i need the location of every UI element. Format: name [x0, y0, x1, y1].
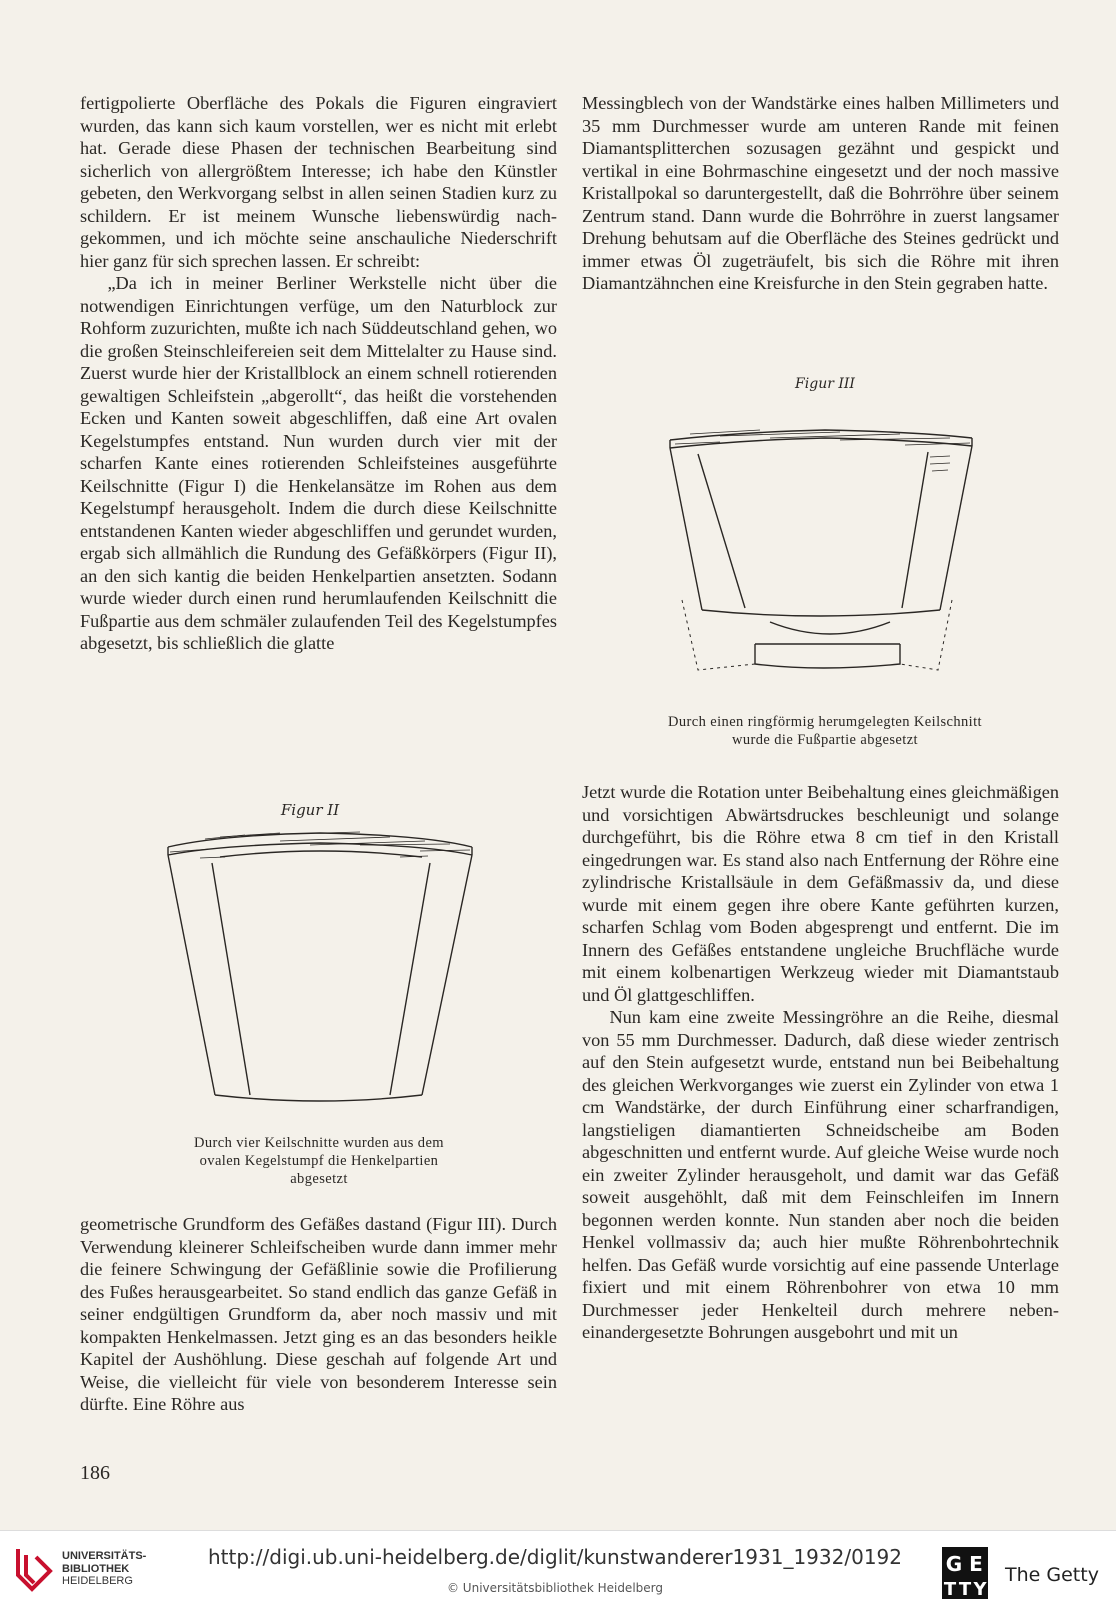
svg-text:G: G	[945, 1552, 963, 1576]
paragraph: geometrische Grundform des Gefäßes dastand (Figur III). Durch Verwendung kleinerer Schleifscheiben wurde dann immer mehr die feinere Schwingung der Gefäßlinie sowie die Profilierung des Fußes herausgearbeitet. So stand endlich das ganze Gefäß in seiner endgültigen Grundform da, aber noch massiv und mit kompakten Henkelmassen. Jetzt ging es an das besonders heikle Kapitel der Aushöhlung. Diese geschah auf folgende Art und Weise, die vielleicht für viele von besonderem Interesse sein dürfte. Eine Röhre aus	[80, 1214, 557, 1414]
paragraph: „Da ich in meiner Berliner Werkstelle nicht über die notwendigen Einrichtungen verfüge, um den Naturblock zur Rohform zuzurichten, mußte ich nach Süddeutschland gehen, wo die großen Steinschleifereien seit dem Mittelalter zu Hause sind. Zuerst wurde hier der Kristallblock an einem schnell rotierenden gewaltigen Schleifstein „abgerollt“, das heißt die vorstehenden Ecken und Kanten soweit abgeschliffen, daß eine Art ovalen Kegelstumpfes entstand. Nun wurden durch vier mit der scharfen Kante eines rotierenden Schleifsteines ausgeführte Keilschnitte (Figur I) die Henkelansätze im Rohen aus dem Kegelstumpf herausgeholt. Indem die durch diese Keilschnitte entstandenen Kanten wieder abgeschliffen und gerundet wurden, ergab sich allmählich die Rundung des Gefäßkörpers (Figur II), an den sich kantig die beiden Henkelpartien ansetzten. Sodann wurde wieder durch einen rund herumlaufenden Keilschnitt die Fußpartie aus dem schmäler zulaufenden Teil des Kegelstumpfes abgesetzt, bis schließlich die glatte	[80, 273, 557, 653]
figure-3-label: Figur III	[795, 376, 855, 392]
paragraph: Jetzt wurde die Rotation unter Beibehaltung eines gleichmäßigen und vorsichtigen Abwärtsdruckes beschleunigt und solange durchgeführt, bis die Röhre etwa 8 cm tief in den Kristall eingedrungen war. Es stand also nach Entfernung der Röhre eine zylindrische Kristallsäule in dem Gefäßmassiv da, und diese wurde mit einem gegen ihre obere Kante geführten kurzen, scharfen Schlag vom Boden abgesprengt und entfernt. Die im Innern des Gefäßes entstandene ungleiche Bruchfläche wurde mit einem kolbenartigen Werkzeug wieder mit Diamantstaub und Öl glattgeschliffen.	[582, 782, 1059, 1005]
getty-logo-icon	[940, 1545, 990, 1605]
svg-text:T: T	[943, 1579, 957, 1600]
getty-name: The Getty	[1005, 1564, 1099, 1586]
right-column-bottom-text	[582, 781, 1059, 1344]
svg-text:E: E	[969, 1552, 983, 1576]
right-column-top-text	[582, 92, 1059, 295]
viewer-footer	[0, 1530, 1116, 1617]
paragraph: Messingblech von der Wandstärke eines halben Millimeters und 35 mm Durchmesser wurde am unteren Rande mit feinen Diamantsplitterchen sozusagen gezähnt und gespickt und vertikal in eine Bohrmaschine eingesetzt und der noch massive Kristallpokal so daruntergestellt, daß die Bohrröhre über seinem Zentrum stand. Dann wurde die Bohrröhre in zuerst langsamer Drehung behutsam auf die Oberfläche des Steines gedrückt und immer etwas Öl zugeträufelt, bis sich die Röhre mit ihren Diamantzähnchen eine Kreisfurche in den Stein gegraben hatte.	[582, 93, 1059, 293]
svg-text:Y: Y	[973, 1579, 987, 1600]
figure-3-illustration	[660, 372, 980, 702]
figure-2-illustration	[160, 795, 480, 1125]
paragraph: fertigpolierte Oberfläche des Pokals die Figuren eingraviert wurden, das kann sich kaum vorstellen, wer es nicht mit erlebt hat. Gerade diese Phasen der technischen Bearbeitung sind sicherlich von allergrößtem Interesse; ich habe den Künstler gebeten, den Werkvorgang selbst in allen seinen Stadien kurz zu schildern. Er ist meinem Wunsche liebenswürdig nachgekommen, und ich möchte seine anschauliche Niederschrift hier ganz für sich sprechen lassen. Er schreibt:	[80, 93, 557, 271]
left-column-top-text	[80, 92, 557, 655]
page-number: 186	[80, 1462, 110, 1484]
copyright-notice: © Universitätsbibliothek Heidelberg	[446, 1581, 663, 1595]
figure-2-caption: Durch vier Keilschnitte wurden aus dem ovalen Kegelstumpf die Henkelpartien abgesetzt	[194, 1135, 444, 1187]
paragraph: Nun kam eine zweite Messingröhre an die Reihe, diesmal von 55 mm Durchmesser. Dadurch, daß diese wieder zentrisch auf den Stein aufgesetzt wurde, entstand nun bei Beibehaltung des gleichen Werkvorganges wie zuerst ein Zylinder von etwa 1 cm Wandstärke, der durch Einführung einer scharfrandigen, langstieligen diamantierten Schneidscheibe am Boden abgeschnitten und entfernt wurde. Auf gleiche Weise wurde noch ein zweiter Zylinder herausgeholt, und damit war das Gefäß soweit ausgehöhlt, daß mit dem Feinschleifen im Innern begonnen werden konnte. Nun standen aber noch die beiden Henkel vollmassiv da; auch hier mußte Röhrenbohrtechnik helfen. Das Gefäß wurde vorsichtig auf eine passende Unterlage fixiert und mit einem Röhrenbohrer von etwa 10 mm Durchmesser jeder Henkelteil durch mehrere nebeneinandergesetzte Bohrungen ausgebohrt und mit un	[582, 1007, 1059, 1342]
permalink-url[interactable]: http://digi.ub.uni-heidelberg.de/diglit/kunstwanderer1931_1932/0192	[208, 1545, 902, 1569]
svg-text:T: T	[958, 1579, 972, 1600]
figure-3-caption: Durch einen ringförmig herumgelegten Keilschnitt wurde die Fußpartie abgesetzt	[668, 714, 982, 748]
university-library-name: UNIVERSITÄTS- BIBLIOTHEK HEIDELBERG	[62, 1550, 147, 1587]
figure-2-label: Figur II	[280, 801, 340, 819]
university-library-logo-icon	[12, 1545, 56, 1595]
left-column-bottom-text	[80, 1213, 557, 1416]
